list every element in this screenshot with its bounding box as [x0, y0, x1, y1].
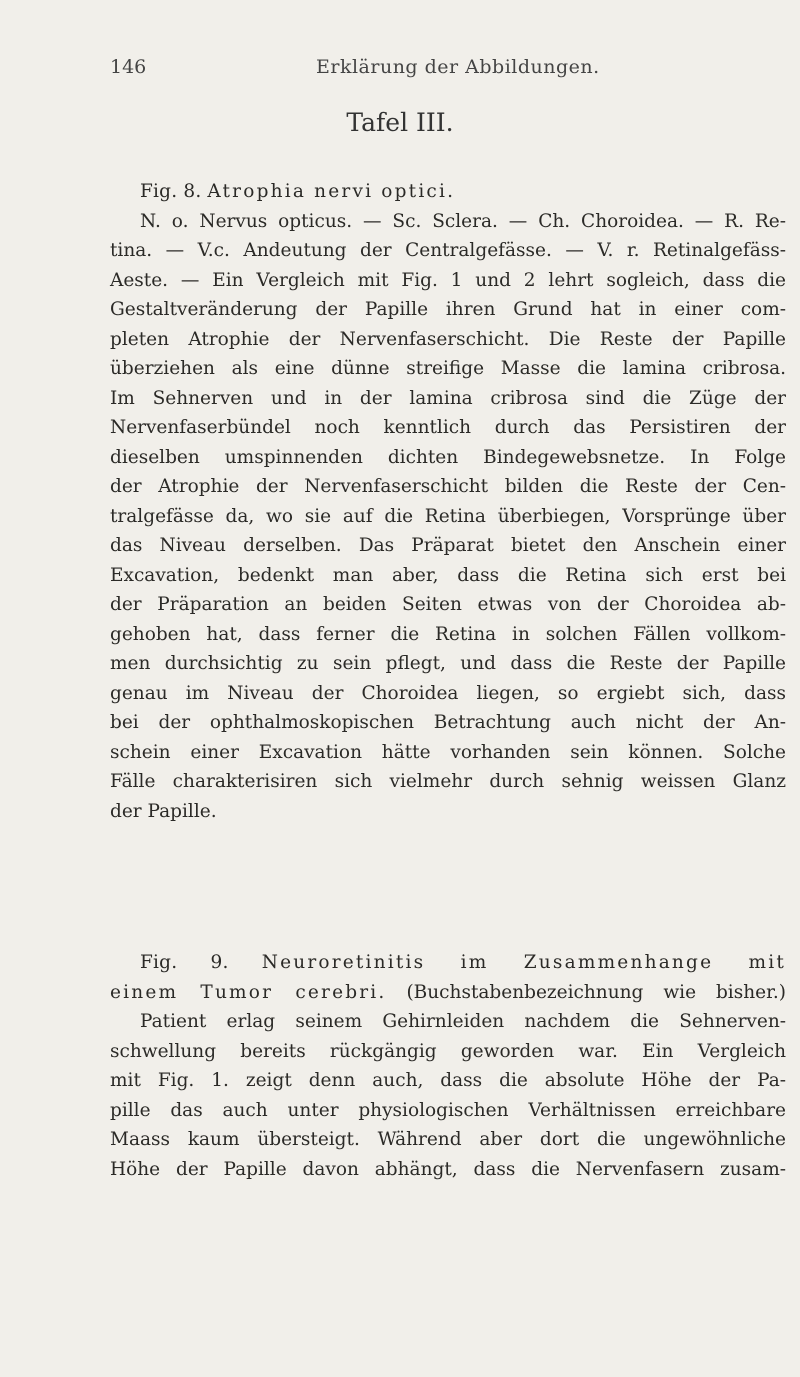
- running-head: [110, 56, 770, 86]
- text-line: der Papille.: [110, 800, 217, 822]
- figure-8-description: [110, 177, 786, 826]
- text-line: tina. — V.c. Andeutung der Centralgefässe. — V. r. Retinalgefäss-: [110, 240, 786, 261]
- text-line: genau im Niveau der Choroidea liegen, so ergiebt sich, dass: [110, 682, 786, 704]
- text-line: Fälle charakterisiren sich vielmehr durch sehnig weissen Glanz: [110, 771, 786, 792]
- page-number: 146: [110, 56, 147, 78]
- text-line: Excavation, bedenkt man aber, dass die Retina sich erst bei: [110, 564, 786, 586]
- text-line: überziehen als eine dünne streifige Masse die lamina cribrosa.: [110, 358, 786, 379]
- text-line: Nervenfaserbündel noch kenntlich durch das Persistiren der: [110, 417, 786, 438]
- figure-9-description: [110, 948, 786, 1184]
- text-line: Patient erlag seinem Gehirnleiden nachdem die Sehnerven-: [140, 1011, 786, 1032]
- text-line: schwellung bereits rückgängig geworden war. Ein Vergleich: [110, 1040, 786, 1062]
- text-line: N. o. Nervus opticus. — Sc. Sclera. — Ch. Choroidea. — R. Re-: [140, 210, 786, 232]
- text-line: Aeste. — Ein Vergleich mit Fig. 1 und 2 lehrt sogleich, dass die: [110, 269, 786, 291]
- figure-9-heading-part1: Neuroretinitis im Zusammenhange mit: [261, 952, 786, 973]
- text-line: Im Sehnerven und in der lamina cribrosa sind die Züge der: [110, 387, 786, 409]
- text-line: das Niveau derselben. Das Präparat bietet den Anschein einer: [110, 535, 786, 556]
- text-line: tralgefässe da, wo sie auf die Retina überbiegen, Vorsprünge über: [110, 505, 786, 527]
- text-line: pleten Atrophie der Nervenfaserschicht. Die Reste der Papille: [110, 328, 786, 350]
- text-line: pille das auch unter physiologischen Verhältnissen erreichbare: [110, 1099, 786, 1121]
- text-line: Gestaltveränderung der Papille ihren Grund hat in einer com-: [110, 299, 786, 320]
- text-line: der Präparation an beiden Seiten etwas von der Choroidea ab-: [110, 594, 786, 615]
- running-head-title: Erklärung der Abbildungen.: [316, 56, 600, 78]
- figure-9-heading-line: [110, 948, 786, 978]
- text-line: men durchsichtig zu sein pflegt, und dass die Reste der Papille: [110, 653, 786, 674]
- text-line: dieselben umspinnenden dichten Bindegewebsnetze. In Folge: [110, 446, 786, 468]
- figure-8-heading: Atrophia nervi optici.: [207, 181, 456, 202]
- figure-8-heading-line: [110, 177, 786, 207]
- text-line: der Atrophie der Nervenfaserschicht bilden die Reste der Cen-: [110, 476, 786, 497]
- text-line: bei der ophthalmoskopischen Betrachtung auch nicht der An-: [110, 712, 786, 733]
- text-line: gehoben hat, dass ferner die Retina in solchen Fällen vollkom-: [110, 623, 786, 645]
- figure-8-label: Fig. 8.: [140, 181, 202, 202]
- text-line: mit Fig. 1. zeigt denn auch, dass die absolute Höhe der Pa-: [110, 1070, 786, 1091]
- figure-9-heading-part2: einem Tumor cerebri.: [110, 981, 387, 1003]
- plate-title: Tafel III.: [346, 108, 454, 137]
- figure-9-heading-note: (Buchstabenbezeichnung wie bisher.): [406, 981, 786, 1003]
- figure-9-label: Fig. 9.: [140, 952, 229, 973]
- text-line: schein einer Excavation hätte vorhanden sein können. Solche: [110, 741, 786, 763]
- figure-9-heading-line-2: [110, 978, 786, 1008]
- text-line: Maass kaum übersteigt. Während aber dort die ungewöhnliche: [110, 1129, 786, 1150]
- text-line: Höhe der Papille davon abhängt, dass die Nervenfasern zusam-: [110, 1158, 786, 1180]
